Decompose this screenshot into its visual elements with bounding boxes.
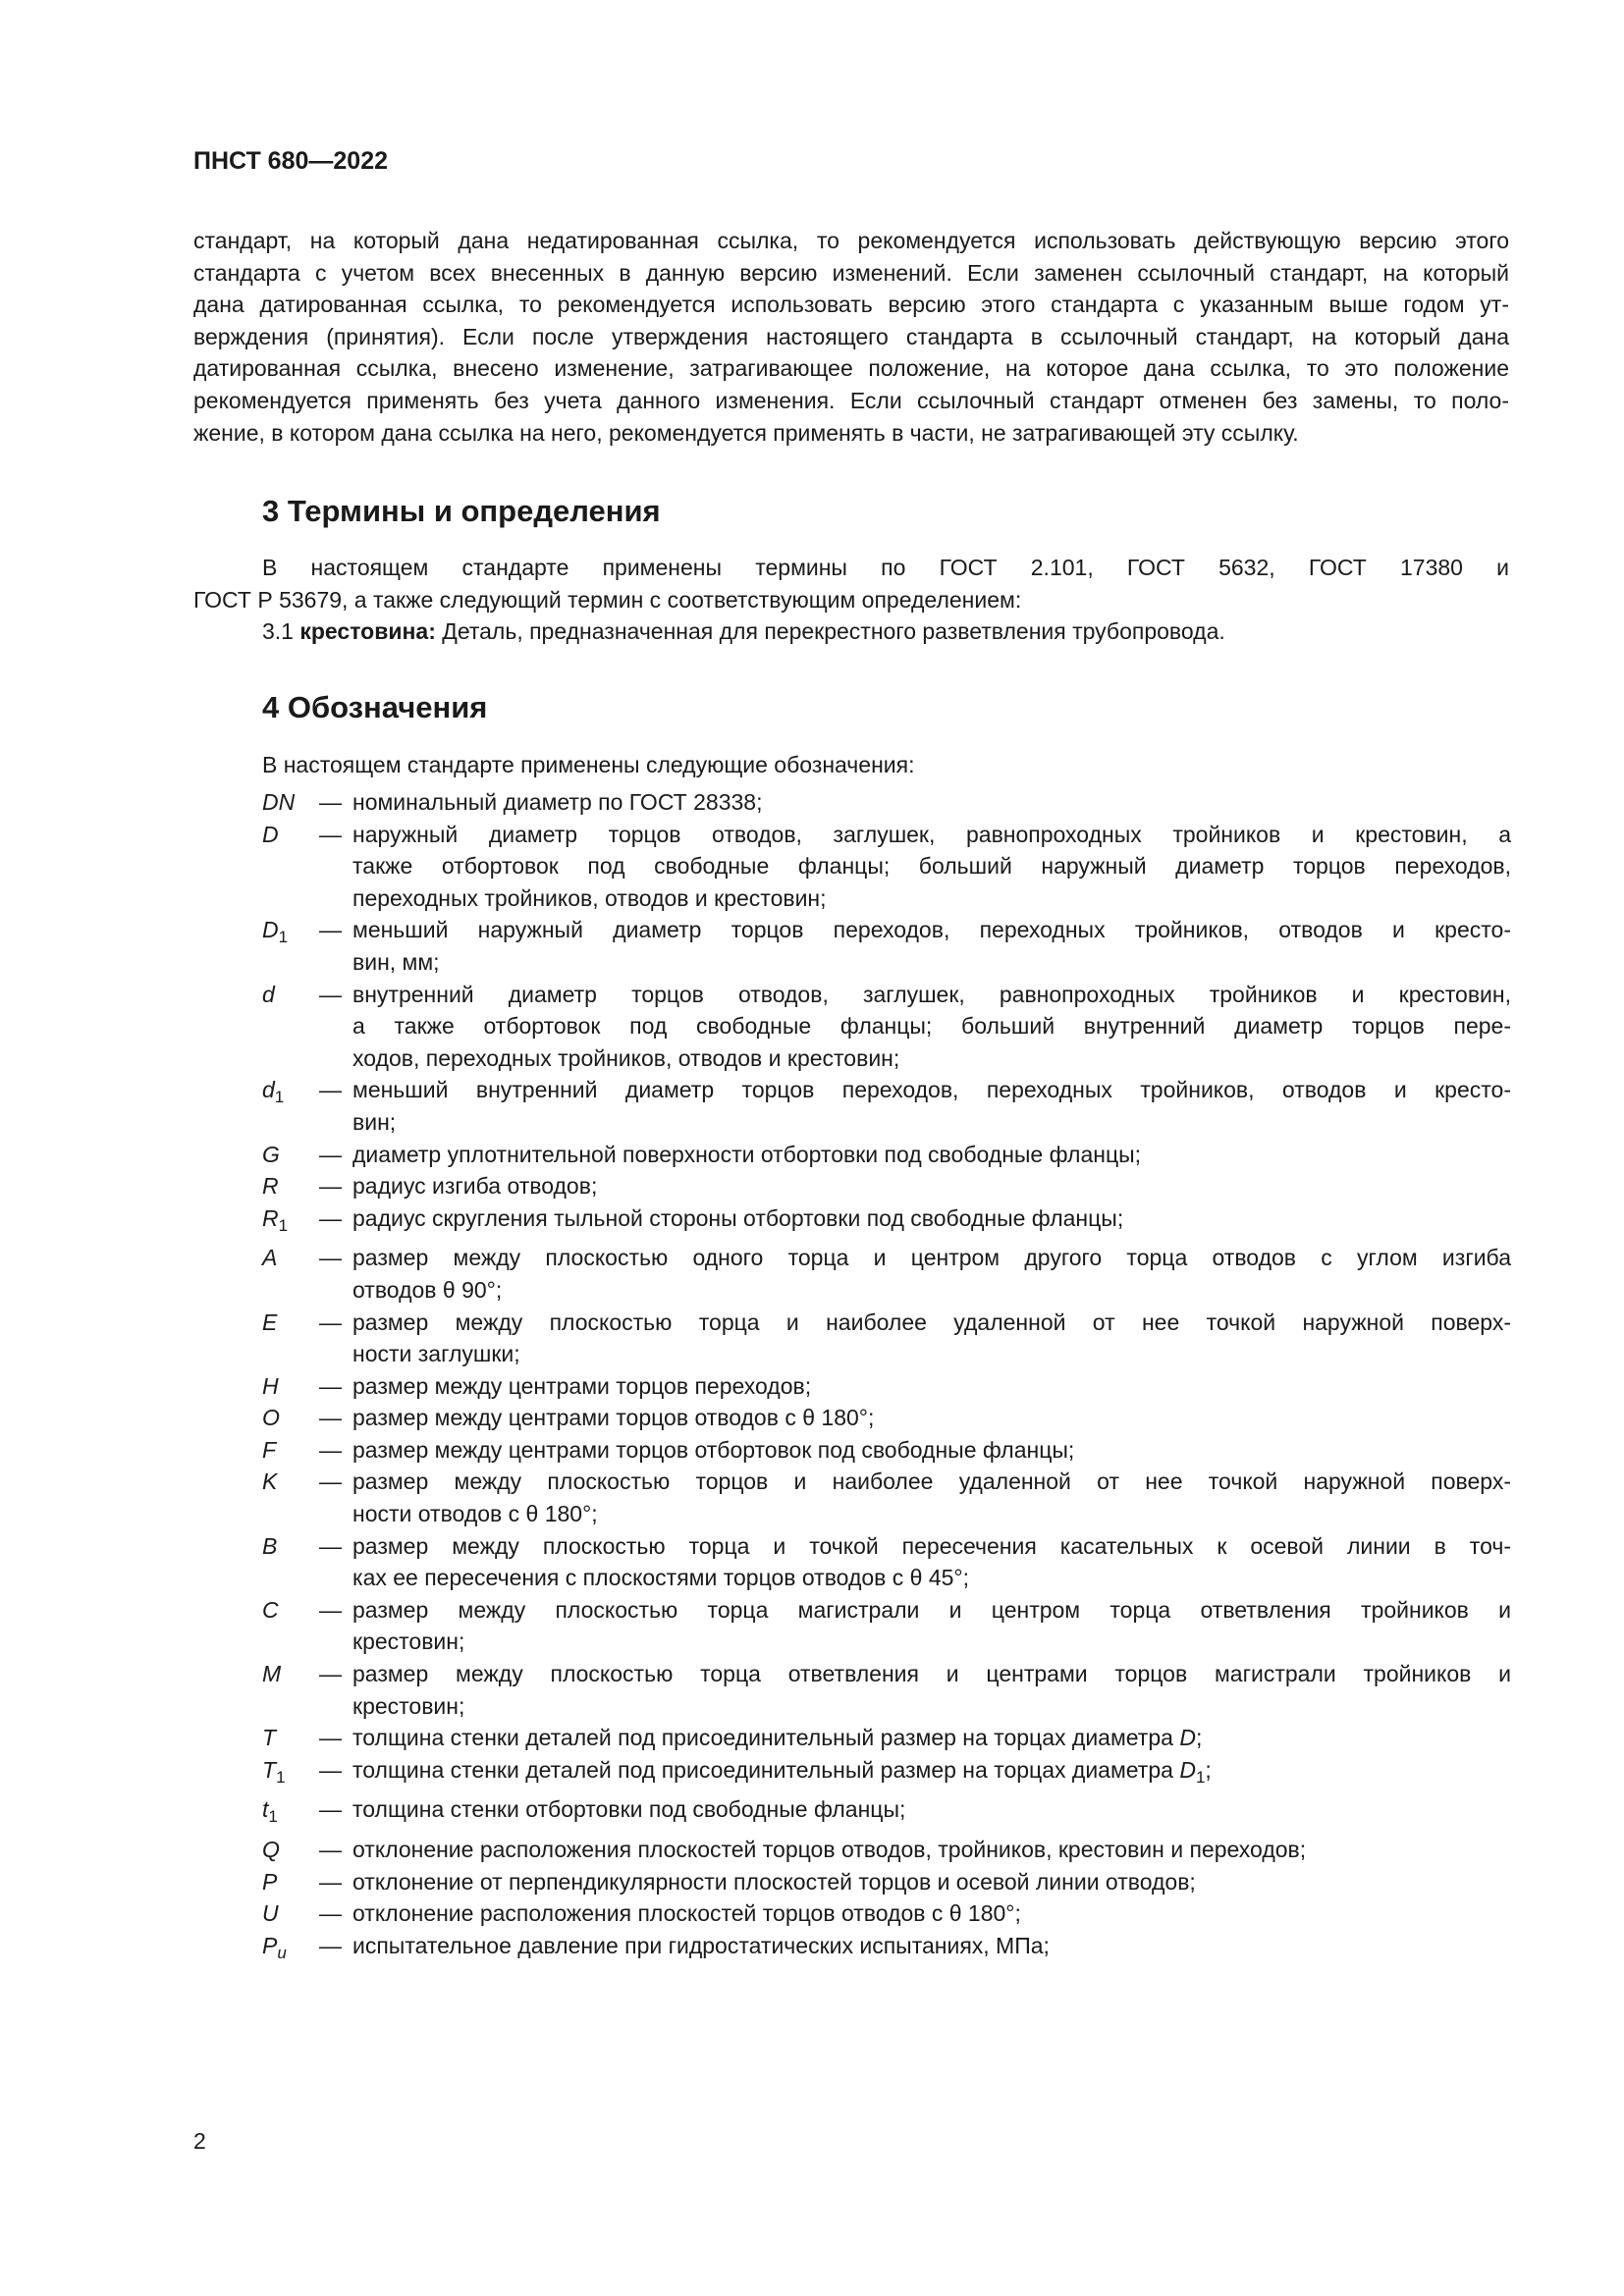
symbol-row	[262, 979, 1511, 1075]
symbol: $R_1$	[262, 1204, 289, 1235]
symbol: Q	[262, 1837, 280, 1862]
symbol-row	[262, 1866, 1511, 1898]
symbol: A	[262, 1245, 278, 1271]
description-line: радиус изгиба отводов;	[352, 1173, 598, 1200]
description-line: номинальный диаметр по ГОСТ 28338;	[352, 789, 763, 815]
symbol-dash: —	[319, 1661, 342, 1687]
description-line: размер между центрами торцов переходов;	[352, 1372, 812, 1399]
symbol: T	[262, 1725, 277, 1751]
symbol: $T_1$	[262, 1756, 286, 1787]
term-definition	[193, 615, 1509, 648]
symbol: d	[262, 981, 275, 1007]
intro-line: стандарт, на который дана недатированная ссылка, то рекомендуется использовать действующую версию этого	[193, 228, 1509, 253]
symbol-dash: —	[319, 1141, 342, 1167]
symbol-row	[262, 1754, 1511, 1794]
symbol-dash: —	[319, 1868, 342, 1895]
description-line: отводов θ 90°;	[352, 1276, 503, 1303]
section-4-intro: В настоящем стандарте применены следующие обозначения:	[262, 752, 915, 777]
symbol: O	[262, 1405, 280, 1431]
symbol-description	[352, 1074, 1511, 1138]
symbol-description	[352, 1658, 1511, 1722]
symbol-row	[262, 1139, 1511, 1171]
description-line: диаметр уплотнительной поверхности отбортовки под свободные фланцы;	[352, 1141, 1142, 1167]
description-line: ности заглушки;	[352, 1341, 520, 1367]
description-line: ках ее пересечения с плоскостями торцов отводов с θ 45°;	[352, 1565, 970, 1591]
symbol-description	[352, 1202, 1511, 1243]
symbol-dash: —	[319, 1725, 342, 1751]
description-line: наружный диаметр торцов отводов, заглушек, равнопроходных тройников и крестовин, а	[352, 821, 1511, 847]
symbol-row	[262, 1434, 1511, 1467]
symbol: $P_и$	[262, 1932, 287, 1962]
symbol-dash: —	[319, 1900, 342, 1927]
symbol-description	[352, 1930, 1511, 1970]
description-line: размер между плоскостью одного торца и центром другого торца отводов с углом изгиба	[352, 1245, 1511, 1271]
symbol: $d_1$	[262, 1077, 285, 1107]
symbol-description	[352, 1170, 1511, 1202]
symbol-dash: —	[319, 1796, 342, 1823]
symbol-row	[262, 1466, 1511, 1529]
symbol-description	[352, 1754, 1511, 1794]
symbol-dash: —	[319, 1468, 342, 1495]
section-4-heading: 4 Обозначения	[262, 690, 488, 724]
description-line: а также отбортовок под свободные фланцы; больший внутренний диаметр торцов пере-	[352, 1013, 1511, 1040]
section-3-line: В настоящем стандарте применены термины по ГОСТ 2.101, ГОСТ 5632, ГОСТ 17380 и	[262, 555, 1509, 580]
symbol-row	[262, 1307, 1511, 1370]
section-3-line: ГОСТ Р 53679, а также следующий термин с соответствующим определением:	[193, 586, 1022, 613]
intro-line: верждения (принятия). Если после утверждения настоящего стандарта в ссылочный стандарт, на который дана	[193, 323, 1509, 349]
symbol: P	[262, 1868, 278, 1895]
symbol-row	[262, 1834, 1511, 1866]
description-line: ходов, переходных тройников, отводов и крестовин;	[352, 1044, 900, 1071]
symbol-dash: —	[319, 1245, 342, 1271]
symbol-description	[352, 786, 1511, 819]
symbol-dash: —	[319, 789, 342, 815]
intro-line: датированная ссылка, внесено изменение, затрагивающее положение, на которое дана ссылка, то это положение	[193, 355, 1509, 382]
description-line: крестовин;	[352, 1692, 465, 1719]
symbol: G	[262, 1141, 280, 1167]
symbols-list	[262, 786, 1511, 1969]
symbol-row	[262, 1202, 1511, 1243]
description-line: толщина стенки деталей под присоединительный размер на торцах диаметра D;	[352, 1725, 1203, 1751]
symbol-dash: —	[319, 1204, 342, 1231]
symbol-row	[262, 1170, 1511, 1202]
symbol-dash: —	[319, 1837, 342, 1862]
symbol-description	[352, 1897, 1511, 1930]
symbol-row	[262, 819, 1511, 915]
symbol: H	[262, 1372, 279, 1399]
page-number: 2	[193, 2128, 206, 2154]
description-line: толщина стенки деталей под присоединительный размер на торцах диаметра $D_1$;	[352, 1756, 1212, 1787]
symbol-row	[262, 1793, 1511, 1834]
symbol-dash: —	[319, 1308, 342, 1335]
symbol-dash: —	[319, 1173, 342, 1200]
description-line: размер между плоскостью торца и наиболее удаленной от нее точкой наружной поверх-	[352, 1308, 1511, 1335]
symbol-row	[262, 1242, 1511, 1306]
symbol: E	[262, 1308, 278, 1335]
symbol-dash: —	[319, 981, 342, 1007]
symbol-description	[352, 1402, 1511, 1434]
intro-line: рекомендуется применять без учета данного изменения. Если ссылочный стандарт отменен без замены, то поло-	[193, 387, 1509, 413]
symbol: K	[262, 1468, 278, 1495]
symbol-description	[352, 1242, 1511, 1306]
section-3-paragraph	[193, 552, 1509, 648]
description-line: толщина стенки отбортовки под свободные фланцы;	[352, 1796, 906, 1823]
description-line: размер между плоскостью торца ответвления и центрами торцов магистрали тройников и	[352, 1661, 1511, 1687]
description-line: размер между плоскостью торца магистрали и центром торца ответвления тройников и	[352, 1596, 1511, 1623]
description-line: переходных тройников, отводов и крестовин;	[352, 884, 827, 911]
description-line: крестовин;	[352, 1629, 465, 1655]
description-line: вин, мм;	[352, 948, 440, 975]
symbol-dash: —	[319, 1756, 342, 1783]
symbol: C	[262, 1596, 279, 1623]
symbol: D	[262, 821, 279, 847]
symbol: M	[262, 1661, 282, 1687]
symbol-description	[352, 1434, 1511, 1467]
description-line: размер между центрами торцов отбортовок под свободные фланцы;	[352, 1436, 1075, 1463]
intro-line: дана датированная ссылка, то рекомендуется использовать версию этого стандарта с указанным выше годом ут-	[193, 292, 1509, 318]
symbol-description	[352, 1834, 1511, 1866]
description-line: внутренний диаметр торцов отводов, заглушек, равнопроходных тройников и крестовин,	[352, 981, 1511, 1007]
symbol-description	[352, 1466, 1511, 1529]
symbol-description	[352, 1866, 1511, 1898]
symbol: F	[262, 1436, 277, 1463]
symbol-description	[352, 1722, 1511, 1754]
description-line: радиус скругления тыльной стороны отбортовки под свободные фланцы;	[352, 1204, 1124, 1231]
symbol-row	[262, 1722, 1511, 1754]
symbol-row	[262, 786, 1511, 819]
symbol: $D_1$	[262, 917, 289, 947]
symbol-row	[262, 1897, 1511, 1930]
term-text: Деталь, предназначенная для перекрестного разветвления трубопровода.	[442, 618, 1225, 645]
symbol-dash: —	[319, 1932, 342, 1958]
document-code: ПНСТ 680—2022	[193, 147, 388, 175]
symbol-description	[352, 1370, 1511, 1403]
symbol-dash: —	[319, 1436, 342, 1463]
section-3-heading: 3 Термины и определения	[262, 494, 661, 528]
description-line: отклонение расположения плоскостей торцов отводов, тройников, крестовин и переходов;	[352, 1837, 1307, 1862]
description-line: размер между центрами торцов отводов с θ 180°;	[352, 1405, 875, 1431]
description-line: испытательное давление при гидростатических испытаниях, МПа;	[352, 1932, 1050, 1958]
intro-line: жение, в котором дана ссылка на него, рекомендуется применять в части, не затрагивающей эту ссылку.	[193, 419, 1299, 446]
description-line: меньший внутренний диаметр торцов переходов, переходных тройников, отводов и кресто-	[352, 1077, 1511, 1103]
symbol-row	[262, 1370, 1511, 1403]
term: крестовина:	[299, 618, 436, 645]
symbol: $t_1$	[262, 1796, 278, 1827]
symbol: R	[262, 1173, 279, 1200]
intro-line: стандарта с учетом всех внесенных в данную версию изменений. Если заменен ссылочный стандарт, на который	[193, 259, 1509, 286]
description-line: вин;	[352, 1108, 397, 1135]
description-line: ности отводов с θ 180°;	[352, 1501, 598, 1527]
symbol-description	[352, 1139, 1511, 1171]
symbol-dash: —	[319, 1372, 342, 1399]
symbol-row	[262, 1530, 1511, 1594]
description-line: отклонение расположения плоскостей торцов отводов с θ 180°;	[352, 1900, 1021, 1927]
symbol-dash: —	[319, 821, 342, 847]
description-line: размер между плоскостью торцов и наиболее удаленной от нее точкой наружной поверх-	[352, 1468, 1511, 1495]
intro-paragraph	[193, 225, 1509, 449]
symbol-dash: —	[319, 1596, 342, 1623]
symbol-dash: —	[319, 917, 342, 943]
symbol-row	[262, 914, 1511, 978]
symbol-description	[352, 914, 1511, 978]
description-line: меньший наружный диаметр торцов переходов, переходных тройников, отводов и кресто-	[352, 917, 1511, 943]
description-line: отклонение от перпендикулярности плоскостей торцов и осевой линии отводов;	[352, 1868, 1196, 1895]
symbol-row	[262, 1074, 1511, 1138]
symbol-row	[262, 1930, 1511, 1970]
symbol-row	[262, 1594, 1511, 1658]
description-line: также отбортовок под свободные фланцы; больший наружный диаметр торцов переходов,	[352, 853, 1511, 880]
symbol: B	[262, 1532, 278, 1559]
symbol-dash: —	[319, 1405, 342, 1431]
symbol-description	[352, 1307, 1511, 1370]
symbol-dash: —	[319, 1532, 342, 1559]
symbol-description	[352, 1594, 1511, 1658]
symbol: U	[262, 1900, 279, 1927]
description-line: размер между плоскостью торца и точкой пересечения касательных к осевой линии в точ-	[352, 1532, 1511, 1559]
symbol-row	[262, 1402, 1511, 1434]
symbol-description	[352, 1530, 1511, 1594]
term-number: 3.1	[262, 618, 294, 645]
symbol: DN	[262, 789, 296, 815]
symbol-description	[352, 1793, 1511, 1834]
symbol-description	[352, 819, 1511, 915]
symbol-row	[262, 1658, 1511, 1722]
symbol-description	[352, 979, 1511, 1075]
symbol-dash: —	[319, 1077, 342, 1103]
